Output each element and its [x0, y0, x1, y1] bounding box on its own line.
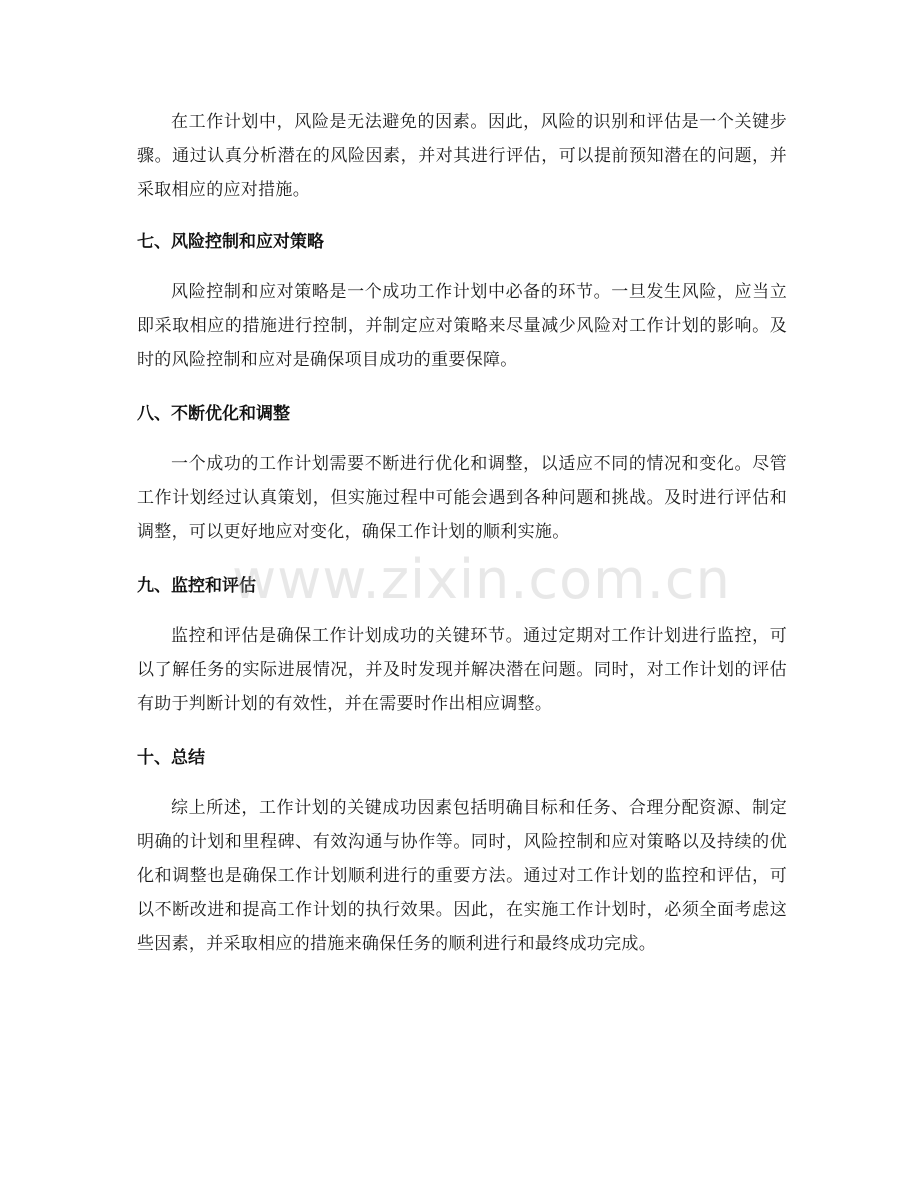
section-body-7: 风险控制和应对策略是一个成功工作计划中必备的环节。一旦发生风险，应当立即采取相应的措施进行控制，并制定应对策略来尽量减少风险对工作计划的影响。及时的风险控制和应对是确保项目成功的重要保障。	[137, 282, 787, 370]
intro-paragraph: 在工作计划中，风险是无法避免的因素。因此，风险的识别和评估是一个关键步骤。通过认真分析潜在的风险因素，并对其进行评估，可以提前预知潜在的问题，并采取相应的应对措施。	[137, 112, 787, 200]
section-heading-10: 十、总结	[137, 748, 205, 768]
section-body-9: 监控和评估是确保工作计划成功的关键环节。通过定期对工作计划进行监控，可以了解任务的实际进展情况，并及时发现并解决潜在问题。同时，对工作计划的评估有助于判断计划的有效性，并在需要时作出相应调整。	[137, 626, 787, 714]
section-heading-7: 七、风险控制和应对策略	[137, 232, 324, 252]
document-page	[137, 105, 787, 981]
section-heading-9: 九、监控和评估	[137, 576, 256, 596]
watermark: www.zixin.com.cn	[232, 548, 731, 611]
section-body-10: 综上所述，工作计划的关键成功因素包括明确目标和任务、合理分配资源、制定明确的计划和里程碑、有效沟通与协作等。同时，风险控制和应对策略以及持续的优化和调整也是确保工作计划顺利进行的重要方法。通过对工作计划的监控和评估，可以不断改进和提高工作计划的执行效果。因此，在实施工作计划时，必须全面考虑这些因素，并采取相应的措施来确保任务的顺利进行和最终成功完成。	[137, 798, 787, 954]
section-body-8: 一个成功的工作计划需要不断进行优化和调整，以适应不同的情况和变化。尽管工作计划经过认真策划，但实施过程中可能会遇到各种问题和挑战。及时进行评估和调整，可以更好地应对变化，确保工作计划的顺利实施。	[137, 454, 787, 542]
section-heading-8: 八、不断优化和调整	[137, 404, 290, 424]
